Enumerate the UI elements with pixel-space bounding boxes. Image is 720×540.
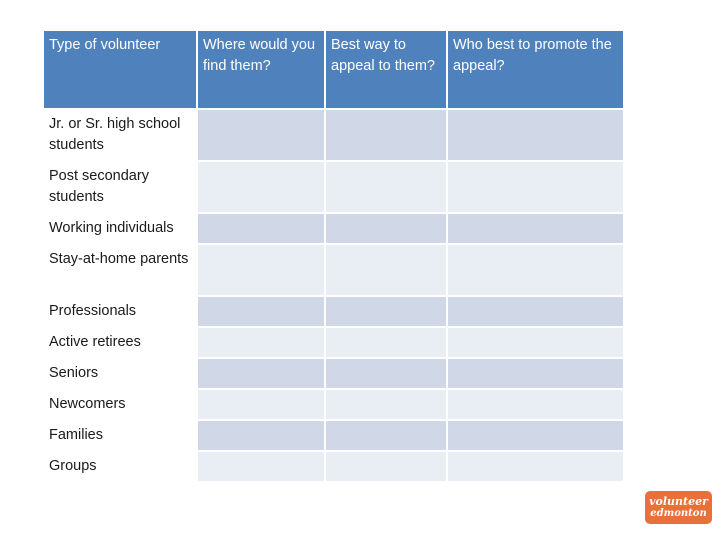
volunteer-type-cell: Working individuals — [44, 214, 196, 243]
where-find-cell[interactable] — [198, 359, 324, 388]
header-where-find: Where would you find them? — [198, 31, 324, 108]
volunteer-type-cell: Post secondary students — [44, 162, 196, 212]
promoter-cell[interactable] — [448, 328, 623, 357]
where-find-cell[interactable] — [198, 214, 324, 243]
volunteer-type-cell: Professionals — [44, 297, 196, 326]
volunteer-type-cell: Active retirees — [44, 328, 196, 357]
appeal-cell[interactable] — [326, 110, 446, 160]
volunteer-edmonton-logo — [645, 491, 712, 524]
promoter-cell[interactable] — [448, 214, 623, 243]
table-row — [44, 390, 623, 419]
promoter-cell[interactable] — [448, 452, 623, 481]
promoter-cell[interactable] — [448, 245, 623, 295]
logo-line-1: volunteer — [649, 494, 708, 508]
table-row — [44, 452, 623, 481]
appeal-cell[interactable] — [326, 328, 446, 357]
where-find-cell[interactable] — [198, 297, 324, 326]
header-row — [44, 31, 623, 108]
logo-line-2: edmonton — [650, 507, 707, 519]
volunteer-planning-table — [42, 29, 625, 483]
table-row — [44, 214, 623, 243]
where-find-cell[interactable] — [198, 328, 324, 357]
appeal-cell[interactable] — [326, 214, 446, 243]
volunteer-type-cell: Seniors — [44, 359, 196, 388]
promoter-cell[interactable] — [448, 297, 623, 326]
where-find-cell[interactable] — [198, 390, 324, 419]
volunteer-type-cell: Newcomers — [44, 390, 196, 419]
table-row — [44, 421, 623, 450]
appeal-cell[interactable] — [326, 390, 446, 419]
where-find-cell[interactable] — [198, 110, 324, 160]
table-row — [44, 328, 623, 357]
appeal-cell[interactable] — [326, 421, 446, 450]
promoter-cell[interactable] — [448, 110, 623, 160]
volunteer-type-cell: Jr. or Sr. high school students — [44, 110, 196, 160]
header-who-promote: Who best to promote the appeal? — [448, 31, 623, 108]
table-row — [44, 110, 623, 160]
volunteer-type-cell: Stay-at-home parents — [44, 245, 196, 295]
where-find-cell[interactable] — [198, 421, 324, 450]
appeal-cell[interactable] — [326, 245, 446, 295]
promoter-cell[interactable] — [448, 421, 623, 450]
volunteer-type-cell: Families — [44, 421, 196, 450]
appeal-cell[interactable] — [326, 162, 446, 212]
where-find-cell[interactable] — [198, 245, 324, 295]
appeal-cell[interactable] — [326, 297, 446, 326]
volunteer-type-cell: Groups — [44, 452, 196, 481]
header-best-way-appeal: Best way to appeal to them? — [326, 31, 446, 108]
promoter-cell[interactable] — [448, 359, 623, 388]
appeal-cell[interactable] — [326, 359, 446, 388]
table-row — [44, 359, 623, 388]
table-row — [44, 162, 623, 212]
promoter-cell[interactable] — [448, 390, 623, 419]
appeal-cell[interactable] — [326, 452, 446, 481]
header-type-of-volunteer: Type of volunteer — [44, 31, 196, 108]
table-row — [44, 297, 623, 326]
table-row — [44, 245, 623, 295]
where-find-cell[interactable] — [198, 162, 324, 212]
promoter-cell[interactable] — [448, 162, 623, 212]
where-find-cell[interactable] — [198, 452, 324, 481]
